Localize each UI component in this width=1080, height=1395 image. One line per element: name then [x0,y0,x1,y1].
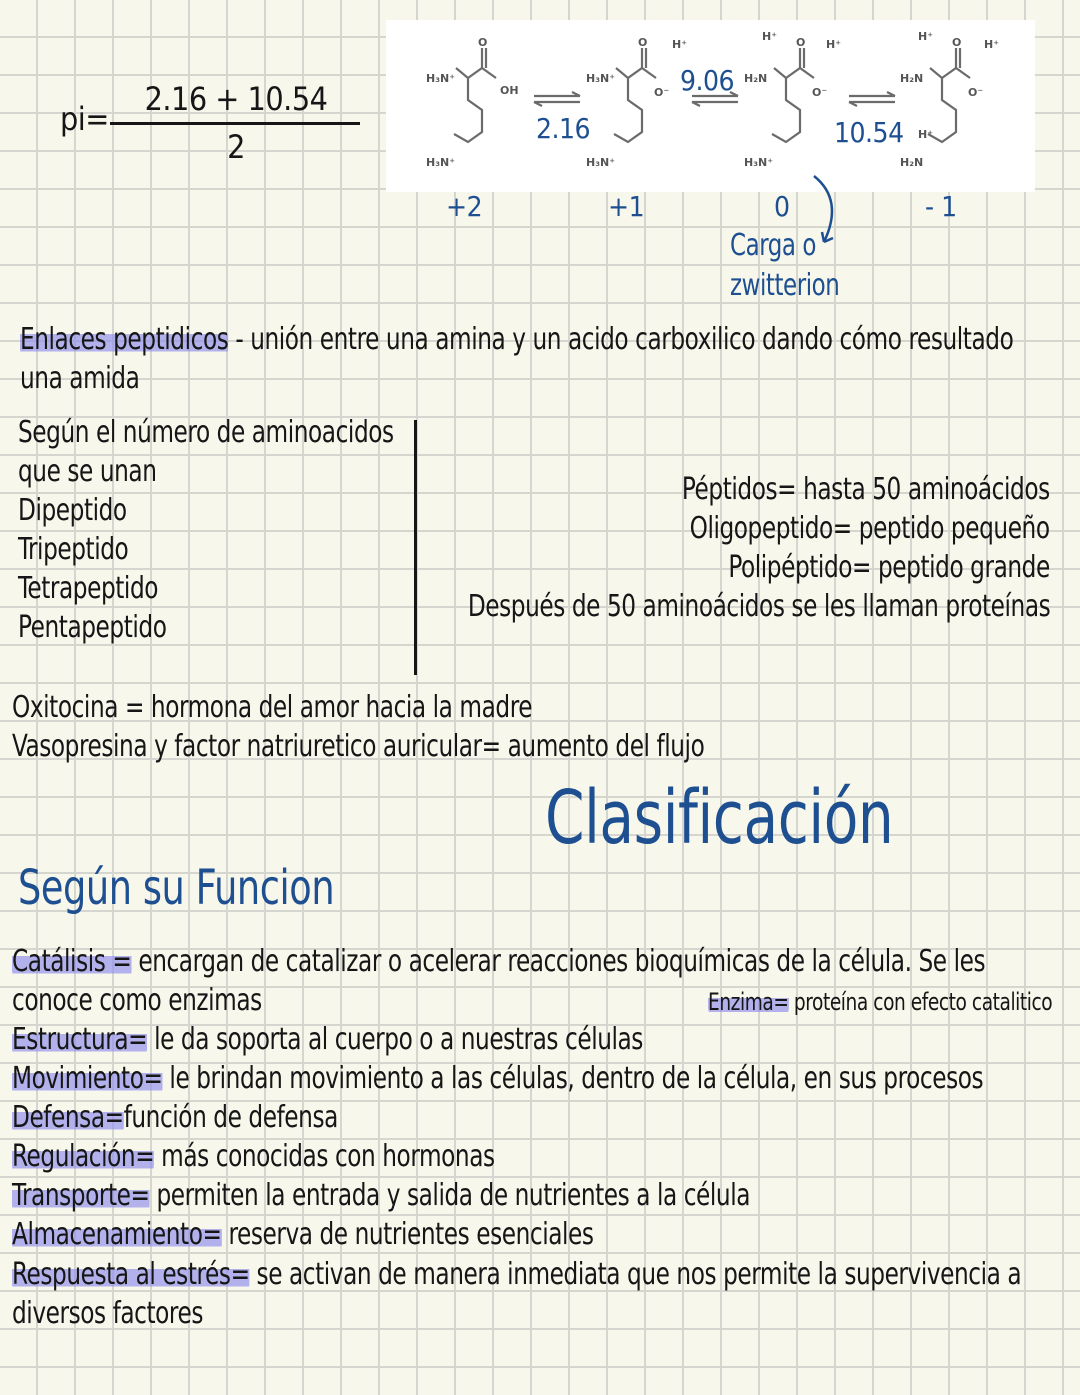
svg-text:O⁻: O⁻ [968,86,984,99]
pka-label-2: 9.06 [680,64,735,97]
section-title: Clasificación [545,775,894,861]
svg-text:H₃N⁺: H₃N⁺ [744,156,774,169]
svg-text:H₂N: H₂N [900,72,924,85]
fraction-bar [110,122,360,125]
function-item-movimiento [12,1061,983,1096]
svg-text:H⁺: H⁺ [672,38,688,51]
svg-text:O: O [638,36,648,49]
charge-label: +2 [446,190,483,223]
charge-label: +1 [608,190,645,223]
function-text: le brindan movimiento a las células, dentro de la célula, en sus procesos [162,1061,984,1096]
function-text: encargan de catalizar o acelerar reacciones bioquímicas de la célula. Se les [131,944,986,979]
svg-text:H₂N: H₂N [900,156,924,169]
function-text: permiten la entrada y salida de nutrientes a la célula [149,1178,751,1213]
list-item: Polipéptido= peptido grande [728,550,1050,585]
list-item: Tetrapeptido [18,571,159,606]
charge-label: - 1 [925,190,957,223]
function-text: le da soporta al cuerpo o a nuestras células [147,1022,643,1057]
enzyme-note [708,988,1052,1016]
svg-text:O⁻: O⁻ [812,86,828,99]
highlighted-term: Catálisis = [12,944,132,979]
list-item: Oligopeptido= peptido pequeño [689,511,1050,546]
list-item: Dipeptido [18,493,127,528]
peptide-bond-definition-cont: una amida [20,361,140,396]
annotation-zwitterion: zwitterion [730,268,840,303]
formula-denominator: 2 [227,128,245,166]
amino-count-heading: Según el número de aminoacidos [18,415,394,450]
enzyme-note-text: proteína con efecto catalitico [788,988,1052,1016]
svg-text:O: O [796,36,806,49]
svg-text:H⁺: H⁺ [826,38,842,51]
function-item-catalisis [12,944,985,979]
svg-text:H₃N⁺: H₃N⁺ [586,156,616,169]
function-text: se activan de manera inmediata que nos permite la supervivencia a [249,1257,1022,1292]
formula-numerator: 2.16 + 10.54 [144,80,328,118]
function-item-almacenamiento [12,1217,594,1252]
list-item: Pentapeptido [18,610,167,645]
svg-text:O⁻: O⁻ [654,86,670,99]
function-text: reserva de nutrientes esenciales [221,1217,594,1252]
highlighted-term: Transporte= [12,1178,150,1213]
svg-text:H⁺: H⁺ [984,38,1000,51]
highlighted-term: Estructura= [12,1022,148,1057]
highlighted-term: Enzima= [707,988,789,1016]
svg-text:H₃N⁺: H₃N⁺ [426,72,456,85]
peptide-bond-definition [20,322,1013,357]
function-text: más conocidas con hormonas [154,1139,495,1174]
list-item: Después de 50 aminoácidos se les llaman proteínas [467,589,1050,624]
svg-text:O: O [952,36,962,49]
function-item-estructura [12,1022,643,1057]
hormone-note: Oxitocina = hormona del amor hacia la madre [12,690,533,725]
definition-text: - unión entre una amina y un acido carboxilico dando cómo resultado [228,322,1014,357]
function-item-respuesta-estres-cont: diversos factores [12,1296,203,1331]
pka-label-3: 10.54 [834,116,904,149]
highlighted-term: Enlaces peptidicos [20,322,229,357]
highlighted-term: Defensa= [12,1100,124,1135]
charge-label: 0 [774,190,790,223]
section-subtitle: Según su Funcion [18,860,335,916]
svg-text:H₃N⁺: H₃N⁺ [586,72,616,85]
lysine-titration-diagram [386,20,1035,192]
highlighted-term: Respuesta al estrés= [12,1257,250,1292]
svg-text:H⁺: H⁺ [918,30,934,43]
function-item-catalisis-cont: conoce como enzimas [12,983,262,1018]
lysine-structures-image [386,20,1035,192]
function-item-defensa [12,1100,338,1135]
amino-count-heading-cont: que se unan [18,454,157,489]
formula-lhs: pi= [60,100,109,138]
highlighted-term: Movimiento= [12,1061,163,1096]
list-item: Tripeptido [18,532,129,567]
highlighted-term: Regulación= [12,1139,155,1174]
function-item-respuesta-estres [12,1257,1021,1292]
svg-text:OH: OH [500,84,519,97]
function-item-regulacion [12,1139,495,1174]
svg-text:H₃N⁺: H₃N⁺ [426,156,456,169]
annotation-carga: Carga o [730,228,817,263]
pka-label-1: 2.16 [536,112,591,145]
svg-text:H⁺: H⁺ [762,30,778,43]
function-text: función de defensa [123,1100,338,1135]
function-item-transporte [12,1178,750,1213]
svg-text:O: O [478,36,488,49]
hormone-note: Vasopresina y factor natriuretico auricular= aumento del flujo [12,729,705,764]
svg-text:H⁺: H⁺ [918,128,934,141]
vertical-divider [414,420,417,675]
svg-text:H₂N: H₂N [744,72,768,85]
list-item: Péptidos= hasta 50 aminoácidos [682,472,1050,507]
highlighted-term: Almacenamiento= [12,1217,222,1252]
